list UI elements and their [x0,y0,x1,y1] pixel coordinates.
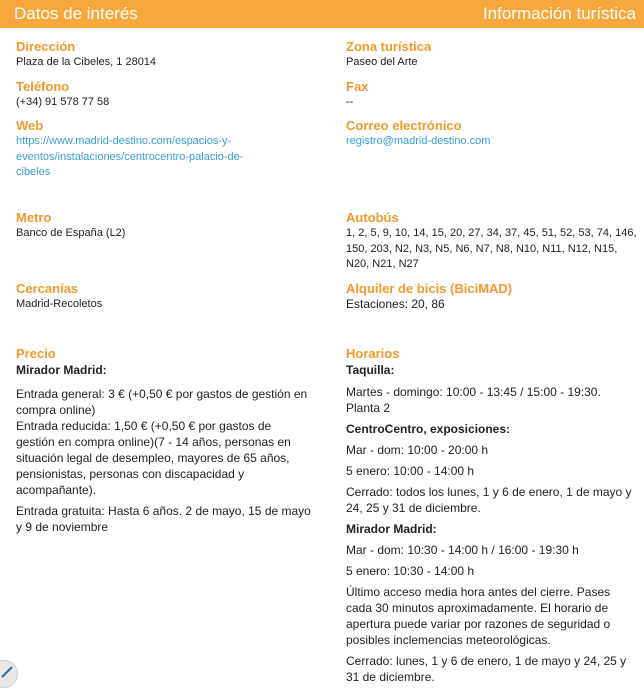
bus-line3: N20, N21, N27 [346,258,419,270]
email-block [346,118,636,150]
precio-title: Precio [16,346,56,361]
header-right-title: Información turística [482,4,636,23]
precio-block [16,346,312,540]
horarios-mirador: Mirador Madrid: [346,522,437,536]
address-value: Plaza de la Cibeles, 1 28014 [16,56,157,68]
fax-block [346,79,636,111]
email-link[interactable]: registro@madrid-destino.com [346,135,491,147]
address-title: Dirección [16,39,76,54]
horarios-centro-5enero: 5 enero: 10:00 - 14:00 h [346,464,475,478]
horarios-title: Horarios [346,346,400,361]
horarios-centro-cerrado: Cerrado: todos los lunes, 1 y 6 de enero, 1 de mayo y 24, 25 y 31 de diciembre. [346,485,632,515]
metro-title: Metro [16,210,52,225]
email-title: Correo electrónico [346,118,462,133]
zone-value: Paseo del Arte [346,56,418,68]
horarios-taquilla: Taquilla: [346,363,395,377]
header-left-title: Datos de interés [14,4,138,23]
web-link-line1: https://www.madrid-destino.com/espacios-y- [16,135,232,147]
cercanias-value: Madrid-Recoletos [16,298,103,310]
accessibility-glyph-icon [0,665,14,679]
metro-block [16,210,316,242]
precio-general: Entrada general: 3 € (+0,50 € por gastos de gestión en compra online) [16,387,308,417]
cercanias-block [16,281,316,313]
phone-title: Teléfono [16,79,70,94]
address-block [16,39,316,71]
web-title: Web [16,118,44,133]
bici-block [346,281,636,313]
horarios-centro-hours: Mar - dom: 10:00 - 20:00 h [346,443,489,457]
precio-reducida: Entrada reducida: 1,50 € (+0,50 € por gastos de gestión en compra online)(7 - 14 años, personas en situación legal de desempleo, mayores de 65 años, pensionistas, personas con discapacidad y acompañante). [16,419,291,497]
web-block [16,118,316,181]
phone-block [16,79,316,111]
horarios-taquilla-hours: Martes - domingo: 10:00 - 13:45 / 15:00 - 19:30. Planta 2 [346,385,601,415]
zone-block [346,39,636,71]
bus-line2: 150, 203, N2, N3, N5, N6, N7, N8, N10, N11, N12, N15, [346,242,618,255]
web-link-line3: cibeles [16,166,51,178]
metro-value: Banco de España (L2) [16,227,126,239]
horarios-centro: CentroCentro, exposiciones: [346,422,511,436]
bici-value: Estaciones: 20, 86 [346,297,445,311]
web-link-line2: eventos/instalaciones/centrocentro-palacio-de- [16,150,244,163]
bus-line1: 1, 2, 5, 9, 10, 14, 15, 20, 27, 34, 37, 45, 51, 52, 53, 74, 146, [346,227,637,239]
bus-title: Autobús [346,210,399,225]
horarios-block [346,346,638,690]
bici-title: Alquiler de bicis (BiciMAD) [346,281,513,296]
fax-value: -- [346,96,354,108]
section-header [0,0,644,28]
horarios-mirador-cerrado: Cerrado: lunes, 1 y 6 de enero, 1 de mayo y 24, 25 y 31 de diciembre. [346,654,627,684]
horarios-mirador-5enero: 5 enero: 10:30 - 14:00 h [346,564,475,578]
zone-title: Zona turística [346,39,432,54]
cercanias-title: Cercanías [16,281,79,296]
horarios-mirador-hours: Mar - dom: 10:30 - 14:00 h / 16:00 - 19:30 h [346,543,579,557]
precio-gratuita: Entrada gratuita: Hasta 6 años. 2 de mayo, 15 de mayo y 9 de noviembre [16,504,311,534]
bus-block [346,210,642,273]
precio-subtitle: Mirador Madrid: [16,363,107,377]
accessibility-icon[interactable] [0,660,18,688]
fax-title: Fax [346,79,369,94]
horarios-ultimo: Último acceso media hora antes del cierre. Pases cada 30 minutos aproximadamente. El horario de apertura puede variar por razones de seguridad o posibles inclemencias meteorológicas. [346,585,611,647]
phone-value: (+34) 91 578 77 58 [16,96,110,108]
web-link[interactable] [16,134,316,181]
